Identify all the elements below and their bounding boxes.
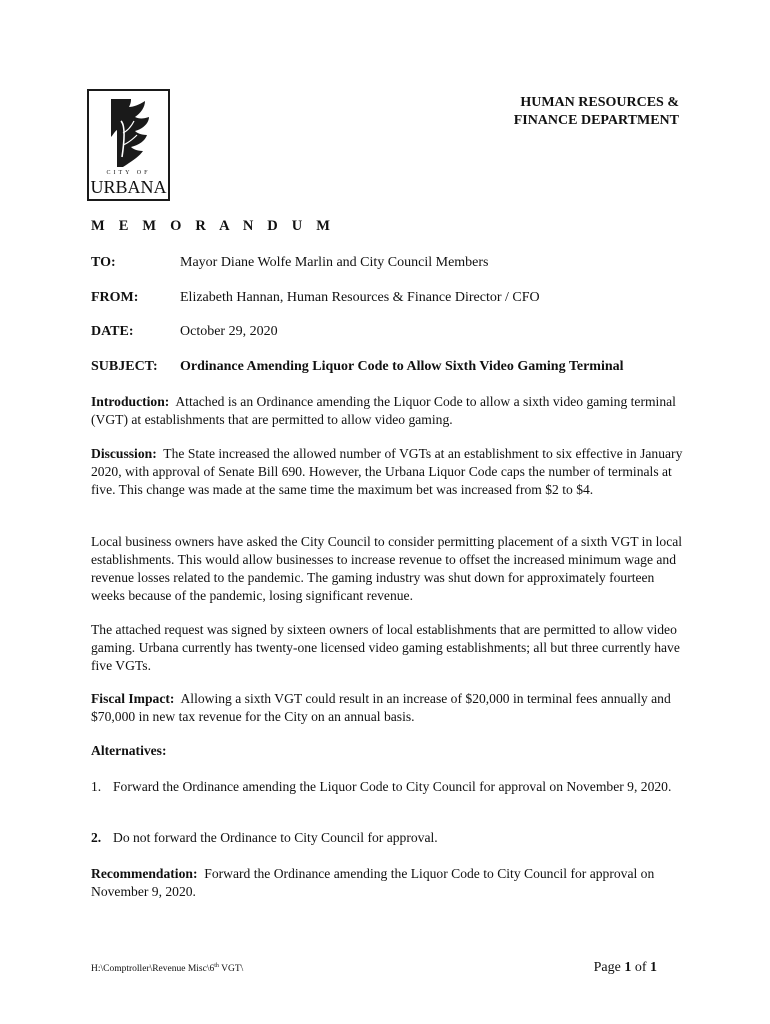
department-line-1: HUMAN RESOURCES & bbox=[520, 95, 679, 110]
list-item-text: Forward the Ordinance amending the Liquor Code to City Council for approval on November 9, 2020. bbox=[113, 779, 672, 794]
recommendation-heading: Recommendation: bbox=[91, 866, 198, 881]
logo-city-of-text: CITY OF bbox=[106, 170, 151, 176]
subject-label: SUBJECT: bbox=[91, 359, 158, 374]
page-current: 1 bbox=[624, 960, 632, 975]
recommendation-text: Forward the Ordinance amending the Liquor Code to City Council for approval on November 9, 2020. bbox=[91, 866, 655, 899]
oak-leaf-icon bbox=[103, 97, 155, 169]
introduction-paragraph bbox=[91, 393, 686, 429]
department-header bbox=[514, 94, 679, 130]
footer-path-prefix: H:\Comptroller\Revenue Misc\6 bbox=[91, 964, 215, 975]
footer-path-suffix: VGT\ bbox=[218, 964, 244, 975]
page-number bbox=[594, 960, 657, 976]
memo-title: M E M O R A N D U M bbox=[91, 218, 336, 234]
alternatives-heading-text: Alternatives: bbox=[91, 743, 167, 758]
from-value: Elizabeth Hannan, Human Resources & Finance Director / CFO bbox=[180, 290, 540, 305]
logo-urbana-text: URBANA bbox=[90, 177, 167, 197]
alternatives-heading bbox=[91, 742, 686, 760]
city-of-urbana-logo bbox=[87, 89, 170, 201]
fiscal-impact-paragraph bbox=[91, 690, 686, 726]
page-word: Page bbox=[593, 960, 625, 975]
subject-value: Ordinance Amending Liquor Code to Allow Sixth Video Gaming Terminal bbox=[180, 359, 624, 374]
footer-path-sup: th bbox=[214, 963, 219, 969]
introduction-heading: Introduction: bbox=[91, 394, 170, 409]
owners-paragraph: Local business owners have asked the City Council to consider permitting placement of a sixth VGT in local establishments. This would allow businesses to increase revenue to offset the increased minimum wage and revenue losses related to the pandemic. The gaming industry was shut down for approximately fourteen weeks because of the pandemic, losing significant revenue. bbox=[91, 534, 683, 603]
to-value: Mayor Diane Wolfe Marlin and City Council Members bbox=[180, 255, 489, 270]
fiscal-impact-heading: Fiscal Impact: bbox=[91, 691, 175, 706]
recommendation-paragraph bbox=[91, 865, 686, 901]
page-total: 1 bbox=[650, 960, 657, 975]
request-paragraph: The attached request was signed by sixteen owners of local establishments that are permitted to allow video gaming. Urbana currently has twenty-one licensed video gaming establishments; all but three currently have five VGTs. bbox=[91, 622, 680, 673]
introduction-text: Attached is an Ordinance amending the Liquor Code to allow a sixth video gaming terminal (VGT) at establishments that are permitted to allow video gaming. bbox=[91, 394, 676, 427]
to-label: TO: bbox=[91, 255, 116, 270]
discussion-heading: Discussion: bbox=[91, 446, 157, 461]
date-value: October 29, 2020 bbox=[180, 324, 278, 339]
list-item-number: 1. bbox=[91, 779, 102, 794]
from-label: FROM: bbox=[91, 290, 139, 305]
list-item-number: 2. bbox=[91, 830, 102, 845]
discussion-paragraph bbox=[91, 445, 686, 499]
date-label: DATE: bbox=[91, 324, 134, 339]
list-item-text: Do not forward the Ordinance to City Council for approval. bbox=[113, 830, 438, 845]
page-of: of bbox=[631, 960, 650, 975]
department-line-2: FINANCE DEPARTMENT bbox=[513, 113, 679, 128]
discussion-text: The State increased the allowed number of VGTs at an establishment to six effective in January 2020, with approval of Senate Bill 690. However, the Urbana Liquor Code caps the number of terminals at five. This change was made at the same time the maximum bet was increased from $2 to $4. bbox=[91, 446, 683, 497]
fiscal-impact-text: Allowing a sixth VGT could result in an increase of $20,000 in terminal fees annually and $70,000 in new tax revenue for the City on an annual basis. bbox=[91, 691, 671, 724]
footer-file-path bbox=[91, 963, 243, 974]
